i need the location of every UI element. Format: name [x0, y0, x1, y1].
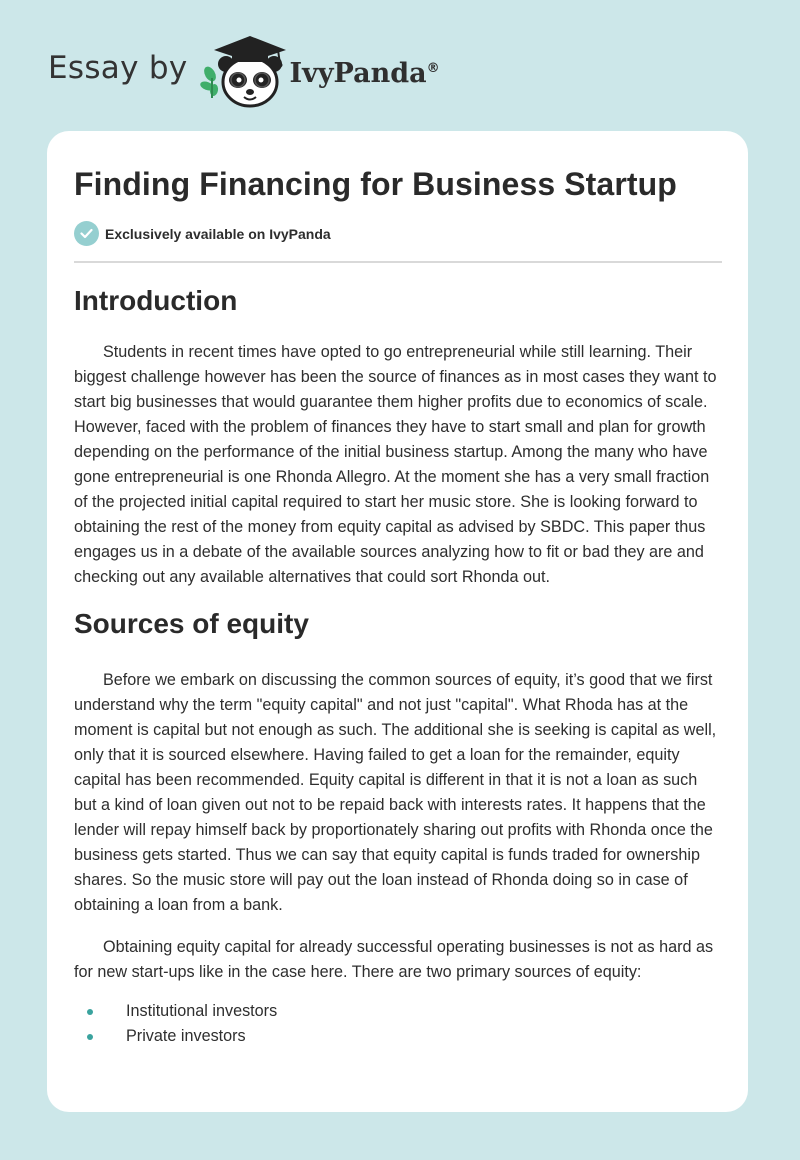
list-item-text: Institutional investors — [126, 1002, 278, 1020]
list-item — [74, 999, 724, 1024]
list-item-text: Private investors — [126, 1027, 246, 1045]
section-heading-sources-of-equity: Sources of equity — [74, 608, 309, 639]
essay-card — [47, 131, 748, 1112]
registered-mark: ® — [426, 60, 440, 76]
paragraph: Students in recent times have opted to go entrepreneurial while still learning. Their biggest challenge however has been the source of finances as in most cases they want to start big businesses that would guarantee them higher profits due to economics of scale. However, faced with the problem of finances they have to start small and plan for growth depending on the performance of the initial business startup. Among the many who have gone entrepreneurial is one Rhonda Allegro. At the moment she has a very small fraction of the projected initial capital required to start her music store. She is looking forward to obtaining the rest of the money from equity capital as advised by SBDC. This paper thus engages us in a debate of the available sources analyzing how to fit or bad they are and checking out any available alternatives that could sort Rhonda out. — [74, 343, 717, 586]
brand-name: IvyPanda® — [289, 57, 440, 89]
essay-content — [74, 281, 724, 1049]
panda-logo-icon — [198, 30, 294, 110]
list-item — [74, 1024, 724, 1049]
exclusive-badge — [74, 221, 331, 246]
check-icon — [74, 221, 99, 246]
section-heading-introduction: Introduction — [74, 285, 238, 316]
bullet-dot — [87, 1009, 93, 1015]
bullet-dot — [87, 1034, 93, 1040]
brand-prefix: Essay by — [48, 50, 188, 86]
site-brand[interactable] — [48, 30, 440, 110]
paragraph: Obtaining equity capital for already successful operating businesses is not as hard as for new start-ups like in the case here. There are two primary sources of equity: — [74, 938, 714, 981]
equity-sources-list — [74, 999, 724, 1049]
paragraph: Before we embark on discussing the common sources of equity, it’s good that we first understand why the term "equity capital" and not just "capital". What Rhoda has at the moment is capital but not enough as such. The additional she is seeking is capital as well, only that it is sourced elsewhere. Having failed to get a loan for the remainder, equity capital has been recommended. Equity capital is different in that it is not a loan as such but a kind of loan given out not to be repaid back with interests rates. It happens that the lender will repay himself back by proportionately sharing out profits with Rhonda once the business gets started. Thus we can say that equity capital is funds traded for ownership shares. So the music store will pay out the loan instead of Rhonda doing so in case of obtaining a loan from a bank. — [74, 671, 717, 914]
title-divider — [74, 261, 722, 263]
page-title: Finding Financing for Business Startup — [74, 166, 677, 202]
exclusive-label: Exclusively available on IvyPanda — [105, 225, 331, 242]
